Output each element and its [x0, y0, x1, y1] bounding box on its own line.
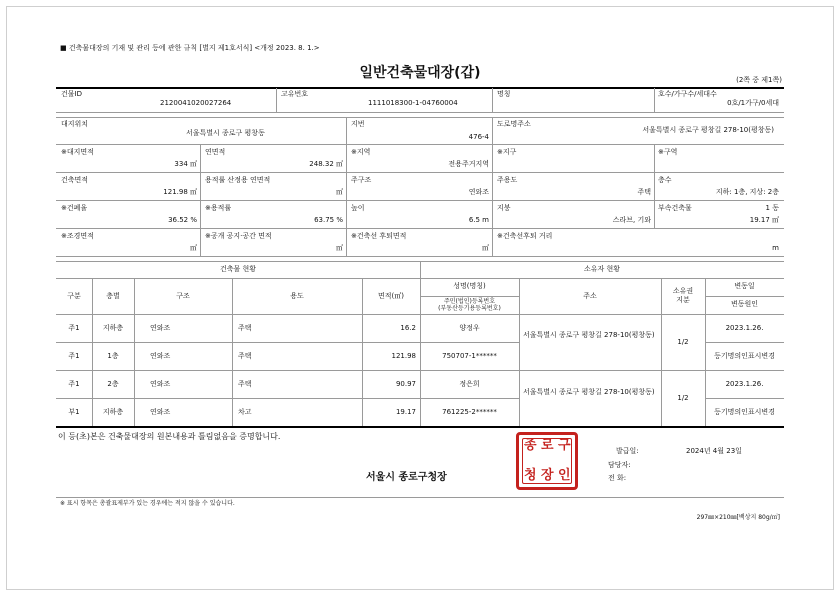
row3-area: 90.97	[395, 380, 416, 388]
row3-floor: 2층	[107, 380, 119, 388]
col-divider	[654, 88, 655, 112]
setback-label: ※건축선 후퇴면적	[351, 232, 407, 240]
name-label: 명칭	[497, 90, 511, 98]
owner2-address: 서울특별시 종로구 평창길 278-10(평창동)	[523, 388, 655, 396]
lot-label: 지번	[351, 120, 365, 128]
building-id-label: 건물ID	[61, 90, 82, 98]
row4-floor: 지하층	[102, 408, 124, 416]
roof-label: 지붕	[497, 204, 511, 212]
owner2-name: 정은희	[459, 380, 480, 388]
col-share: 소유권	[672, 287, 694, 295]
zone-label: ※지역	[351, 148, 371, 156]
row-divider	[705, 398, 784, 399]
land-area-label: ※대지면적	[61, 148, 94, 156]
col-divider	[276, 88, 277, 112]
row4-area: 19.17	[395, 408, 416, 416]
owner1-reason: 등기명의인표시변경	[714, 352, 775, 360]
row2-area: 121.98	[391, 352, 416, 360]
col-owner-id: 주민(법인)등록번호	[443, 298, 496, 305]
col-change-date: 변동일	[734, 282, 755, 290]
row-divider	[56, 112, 784, 113]
owner2-reason: 등기명의인표시변경	[714, 408, 775, 416]
height-label: 높이	[351, 204, 365, 212]
row2-use: 주택	[238, 352, 252, 360]
row4-gubun: 부1	[68, 408, 80, 416]
bcr-label: ※건폐율	[61, 204, 88, 212]
building-area-value: 121.98 ㎡	[163, 188, 197, 196]
annex-area: 19.17 ㎡	[749, 216, 779, 224]
owner1-share: 1/2	[677, 338, 689, 346]
owner1-date: 2023.1.26.	[725, 324, 764, 332]
lot-value: 476-4	[468, 133, 489, 141]
issuer-name: 서울시 종로구청장	[366, 472, 447, 483]
col-floor: 층별	[106, 292, 120, 300]
col-divider	[654, 145, 655, 228]
annex-count: 1 동	[765, 204, 779, 212]
col-divider	[346, 118, 347, 256]
site-value: 서울특별시 종로구 평창동	[186, 129, 265, 137]
owner1-id: 750707-1******	[442, 352, 497, 360]
setback-distance-value: m	[772, 244, 779, 252]
seal-char: 구	[558, 438, 571, 453]
units-value: 0호/1가구/0세대	[727, 99, 779, 107]
roof-value: 스라브, 기와	[612, 216, 651, 224]
row1-use: 주택	[238, 324, 252, 332]
total-area-value: 248.32 ㎡	[309, 160, 343, 168]
unique-no-label: 고유번호	[281, 90, 309, 98]
owner2-id: 761225-2******	[442, 408, 497, 416]
row-divider	[56, 200, 784, 201]
row3-structure: 연와조	[150, 380, 171, 388]
public-space-label: ※공개 공지·공간 면적	[205, 232, 272, 240]
row2-floor: 1층	[107, 352, 119, 360]
use-label: 주용도	[497, 176, 518, 184]
road-value: 서울특별시 종로구 평창길 278-10(평창동)	[642, 126, 774, 134]
landscape-value: ㎡	[190, 244, 197, 252]
footnote: ※ 표시 항목은 총괄표제부가 있는 경우에는 적지 않을 수 있습니다.	[60, 500, 235, 507]
col-owner-name: 성명(명칭)	[453, 282, 486, 290]
col-divider	[200, 145, 201, 256]
row-divider	[56, 144, 784, 145]
owner1-address: 서울특별시 종로구 평창길 278-10(평창동)	[523, 331, 655, 339]
total-area-label: 연면적	[205, 148, 226, 156]
table-top-border	[56, 87, 784, 89]
zone-value: 전용주거지역	[448, 160, 489, 168]
row-divider	[56, 342, 520, 343]
structure-value: 연와조	[468, 188, 489, 196]
far-area-label: 용적률 산정용 연면적	[205, 176, 271, 184]
far-area-value: ㎡	[336, 188, 343, 196]
setback-value: ㎡	[482, 244, 489, 252]
row-divider	[705, 342, 784, 343]
row4-structure: 연와조	[150, 408, 171, 416]
seal-char: 장	[541, 468, 554, 483]
row1-structure: 연와조	[150, 324, 171, 332]
row-divider	[56, 398, 520, 399]
site-label: 대지위치	[61, 120, 89, 128]
floors-label: 층수	[658, 176, 672, 184]
staff-label: 담당자:	[608, 461, 631, 469]
certify-text: 이 등(초)본은 건축물대장의 원본내용과 틀림없음을 증명합니다.	[58, 432, 281, 441]
area-label: ※구역	[658, 148, 678, 156]
row1-floor: 지하층	[102, 324, 124, 332]
floors-value: 지하: 1층, 지상: 2층	[715, 188, 779, 196]
owner2-share: 1/2	[677, 394, 689, 402]
use-value: 주택	[637, 188, 651, 196]
col-owner-id-2: (부동산등기용등록번호)	[438, 305, 501, 312]
paper-spec: 297㎜×210㎜[백상지 80g/㎡]	[696, 514, 780, 521]
row1-area: 16.2	[400, 324, 416, 332]
issue-date: 2024년 4월 23일	[686, 447, 742, 455]
road-label: 도로명주소	[497, 120, 531, 128]
far-value: 63.75 %	[314, 216, 343, 224]
structure-label: 주구조	[351, 176, 372, 184]
annex-label: 부속건축물	[658, 204, 692, 212]
landscape-label: ※조경면적	[61, 232, 94, 240]
col-structure: 구조	[176, 292, 190, 300]
row-divider	[705, 296, 784, 297]
row-divider	[56, 228, 784, 229]
col-divider	[362, 279, 363, 426]
official-seal	[516, 432, 578, 490]
page-title: 일반건축물대장(갑)	[359, 65, 481, 81]
unique-no-value: 1111018300-1-04760004	[368, 99, 458, 107]
building-id-value: 2120041020027264	[160, 99, 232, 107]
row2-structure: 연와조	[150, 352, 171, 360]
col-divider	[492, 118, 493, 256]
col-share-2: 지분	[676, 296, 690, 304]
far-label: ※용적률	[205, 204, 232, 212]
page-info: (2쪽 중 제1쪽)	[736, 76, 782, 84]
row2-gubun: 주1	[68, 352, 80, 360]
col-divider	[492, 88, 493, 112]
seal-char: 종	[524, 438, 537, 453]
col-divider	[232, 279, 233, 426]
row-divider	[56, 256, 784, 257]
footer-divider	[56, 497, 784, 498]
col-address: 주소	[583, 292, 597, 300]
regulation-text: ■ 건축물대장의 기재 및 관리 등에 관한 규칙 [별지 제1호서식] <개정 2023. 8. 1.>	[60, 44, 320, 52]
public-space-value: ㎡	[336, 244, 343, 252]
seal-char: 청	[524, 468, 537, 483]
owner1-name: 양정우	[459, 324, 480, 332]
table-bottom-border	[56, 426, 784, 428]
seal-char: 로	[541, 438, 554, 453]
phone-label: 전 화:	[608, 474, 627, 482]
height-value: 6.5 m	[468, 216, 489, 224]
row3-use: 주택	[238, 380, 252, 388]
units-label: 호수/가구수/세대수	[658, 90, 717, 98]
row1-gubun: 주1	[68, 324, 80, 332]
owner2-date: 2023.1.26.	[725, 380, 764, 388]
col-divider	[134, 279, 135, 426]
row3-gubun: 주1	[68, 380, 80, 388]
row-divider	[56, 117, 784, 118]
setback-distance-label: ※건축선후퇴 거리	[497, 232, 553, 240]
row-divider	[56, 172, 784, 173]
district-label: ※지구	[497, 148, 517, 156]
land-area-value: 334 ㎡	[174, 160, 197, 168]
bcr-value: 36.52 %	[168, 216, 197, 224]
seal-char: 인	[558, 468, 571, 483]
row-divider	[420, 296, 519, 297]
building-area-label: 건축면적	[61, 176, 89, 184]
issue-date-label: 발급일:	[616, 447, 639, 455]
col-gubun: 구분	[67, 292, 81, 300]
row4-use: 차고	[238, 408, 252, 416]
col-change-reason: 변동원인	[730, 300, 759, 308]
col-area: 면적(㎡)	[378, 292, 404, 300]
owner-status-title: 소유자 현황	[583, 265, 621, 273]
col-divider	[519, 279, 520, 426]
building-status-title: 건축물 현황	[219, 265, 257, 273]
col-use: 용도	[290, 292, 304, 300]
